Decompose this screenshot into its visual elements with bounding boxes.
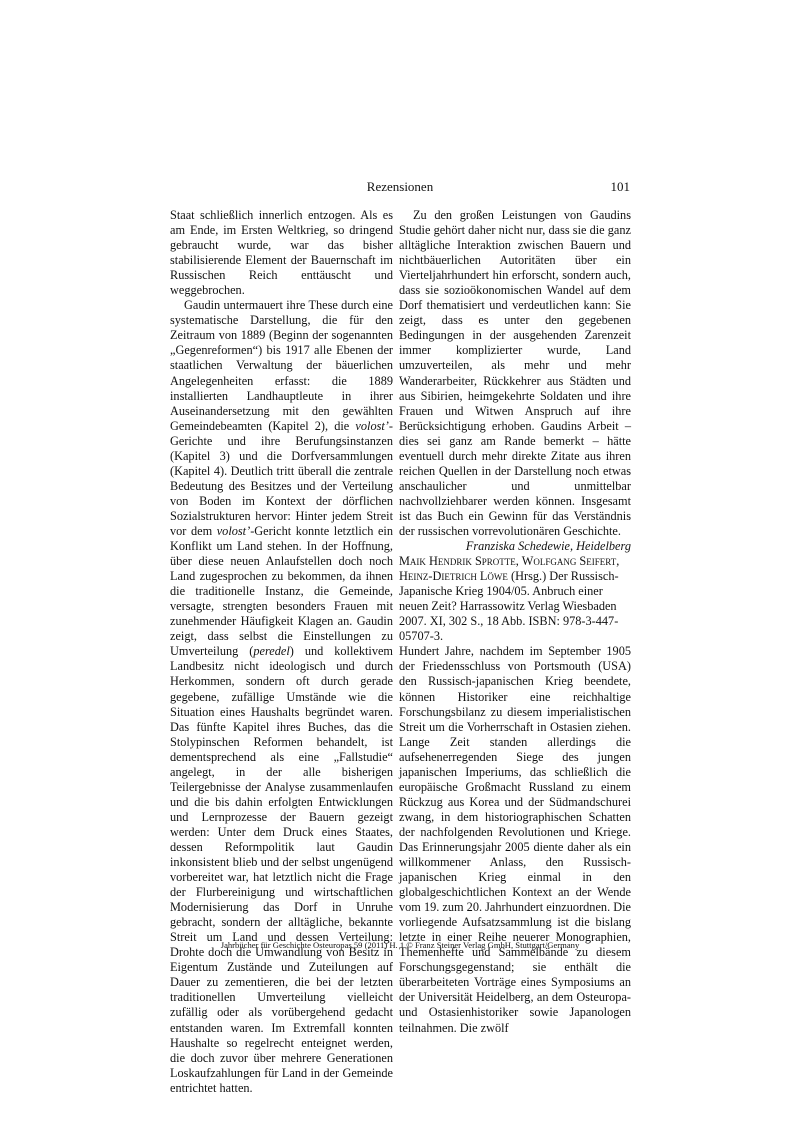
- paragraph: Staat schließlich innerlich entzogen. Als es am Ende, im Ersten Weltkrieg, so dringend gebraucht wurde, war das bisher stabilisierende Element der Bauernschaft im Russischen Reich enttäuscht und weggebrochen.: [170, 208, 393, 298]
- paragraph: Hundert Jahre, nachdem im September 1905 der Friedensschluss von Portsmouth (USA) den Russisch-japanischen Krieg beendete, können Historiker eine reichhaltige Forschungsbilanz zu diesem imperialistischen Streit um die Vorherrschaft in Ostasien ziehen. Lange Zeit standen allerdings die aufsehenerregenden Siege des jungen japanischen Imperiums, das schließlich die europäische Großmacht Russland zu einem Rückzug aus Korea und der Südmandschurei zwang, in dem historiographischen Schatten der nachfolgenden Revolutionen und Kriege. Das Erinnerungsjahr 2005 diente daher als ein willkommener Anlass, den Russisch-japanischen Krieg einmal in den globalgeschichtlichen Kontext an der Wende vom 19. zum 20. Jahrhundert einzuordnen. Die vorliegende Aufsatzsammlung ist die bislang letzte in einer Reihe neuerer Monographien, Themenhefte und Sammelbände zu diesem Forschungsgegenstand; sie enthält die überarbeiteten Vorträge eines Symposiums an der Universität Heidelberg, an dem Osteuropa- und Ostasienhistoriker sowie Japanologen teilnahmen. Die zwölf: [399, 644, 631, 1035]
- running-header: [170, 179, 630, 195]
- paragraph: [170, 298, 393, 1095]
- book-authors: Maik Hendrik Sprotte, Wolfgang Seifert, Heinz-Dietrich Löwe: [399, 554, 620, 584]
- page-number: 101: [610, 179, 630, 194]
- bibliographic-entry: [399, 554, 631, 644]
- text-run: ) und kollektivem Landbesitz nicht ideologisch und durch Herkommen, sondern oft durch gerade gegebene, zufällige Umstände wie die Situation eines Haushalts begründet waren. Das fünfte Kapitel ihres Buches, das die Stolypinschen Reformen behandelt, ist dementsprechend als eine „Fallstudie“ angelegt, in der alle bisherigen Teilergebnisse der Analyse zusammenlaufen und die bis dahin erfolgten Entwicklungen und Lernprozesse der Bauern gezeigt werden: Unter dem Druck eines Staates, dessen Reformpolitik laut Gaudin inkonsistent blieb und der selbst ungenügend vorbereitet war, hat letztlich nicht die Frage der Flurbereinigung und wirtschaftlichen Modernisierung das Dorf in Unruhe gebracht, sondern der alltägliche, bekannte Streit um Land und dessen Verteilung: Drohte doch die Umwandlung von Besitz in Eigentum Zustände und Zuteilungen auf Dauer zu zementieren, die bei der letzten traditionellen Umverteilung vielleicht zufällig oder als vorübergehend gedacht entstanden waren. Im Extremfall konnten Haushalte so regelrecht enteignet werden, die doch zuvor über mehrere Generationen Loskaufzahlungen für Land in der Gemeinde entrichtet hatten.: [170, 644, 393, 1095]
- right-column: [399, 208, 631, 1036]
- term-volost: volost’: [355, 418, 389, 433]
- term-volost: volost’: [216, 523, 251, 538]
- text-run: Gaudin untermauert ihre These durch eine systematische Darstellung, die für den Zeitraum von 1889 (Beginn der sogenannten „Gegenreformen“) bis 1917 alle Ebenen der staatlichen Verwaltung der bäuerlichen Angelegenheiten erfasst: die 1889 installierten Landhauptleute in ihrer Auseinandersetzung mit den gewählten Gemeindebeamten (Kapitel 2), die: [170, 298, 393, 433]
- book-details: (Hrsg.) Der Russisch-Japanische Krieg 1904/05. Anbruch einer neuen Zeit? Harrassowitz Verlag Wiesbaden 2007. XI, 302 S., 18 Abb. ISBN: 978-3-447-05707-3.: [399, 569, 619, 644]
- page-footer: Jahrbücher für Geschichte Osteuropas 59 (2011) H. 1 © Franz Steiner Verlag GmbH, Stuttgart/Germany: [220, 940, 580, 950]
- review-signature: Franziska Schedewie, Heidelberg: [465, 539, 631, 554]
- term-peredel: peredel: [253, 644, 290, 659]
- text-run: -Gericht konnte letztlich ein Konflikt um Land stehen. In der Hoffnung, über diese neuen Anlaufstellen doch noch Land zugesprochen zu bekommen, da ihnen die traditionelle Instanz, die Gemeinde, versagte, strengten besonders Frauen mit zunehmender Häufigkeit Klagen an. Gaudin zeigt, dass selbst die Einstellungen zu Umverteilung (: [170, 523, 393, 659]
- paragraph: Zu den großen Leistungen von Gaudins Studie gehört daher nicht nur, dass sie die ganz alltägliche Interaktion zwischen Bauern und nichtbäuerlichen Autoritäten über ein Vierteljahrhundert hin erforscht, sondern auch, dass sie sozioökonomischen Wandel auf dem Dorf thematisiert und verdeutlichen kann: Sie zeigt, dass es unter den gegebenen Bedingungen in der ausgehenden Zarenzeit immer komplizierter wurde, Land umzuverteilen, als mehr und mehr Wanderarbeiter, Rückkehrer aus Städten und aus Sibirien, heimgekehrte Soldaten und ihre Frauen und Witwen Anspruch auf ihre Berücksichtigung erhoben. Gaudins Arbeit – dies sei ganz am Rande bemerkt – hätte eventuell durch mehr direkte Zitate aus ihren reichen Quellen in der Darstellung noch etwas anschaulicher und unmittelbar nachvollziehbarer werden können. Insgesamt ist das Buch ein Gewinn für das Verständnis der russischen vorrevolutionären Geschichte.: [399, 208, 631, 538]
- running-title: Rezensionen: [366, 179, 434, 194]
- text-run: -Gerichte und ihre Berufungsinstanzen (Kapitel 3) und die Dorfversammlungen (Kapitel 4). Deutlich tritt überall die zentrale Bedeutung des Besitzes und der Verteilung von Boden im Kontext der dörflichen Sozialstrukturen hervor: Hinter jedem Streit vor dem: [170, 418, 393, 538]
- left-column: [170, 208, 393, 1096]
